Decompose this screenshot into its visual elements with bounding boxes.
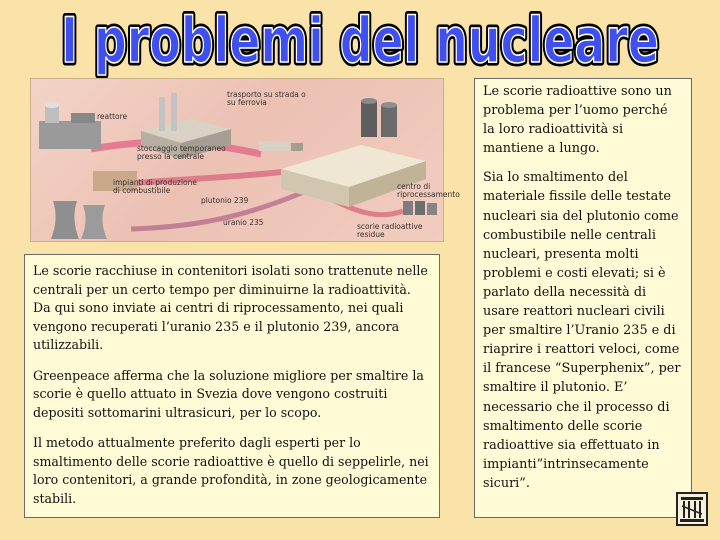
columns-icon <box>678 494 706 524</box>
paragraph-smaltimento: Sia lo smaltimento del materiale fissile delle testate nucleari sia del plutonio come combustibile nelle centrali nucleari, presenta molti problemi e costi elevati; si è parlato della necessità di usare reattori nucleari civili per smaltire l’Uranio 235 e di riaprire i reattori veloci, come il francese “Superphenix”, per smaltire il plutonio. E’ necessario che il processo di smaltimento delle scorie radioattive sia effettuato in impianti”intrinsecamente sicuri”. <box>483 170 681 491</box>
page-title-text: I problemi del nucleare <box>61 4 659 77</box>
svg-text:I problemi del nucleare: I problemi del nucleare <box>61 4 659 77</box>
nav-button[interactable] <box>676 492 708 526</box>
fuel-cycle-diagram <box>30 78 460 242</box>
label-uranio: uranio 235 <box>223 218 264 227</box>
label-reattore: reattore <box>97 112 128 121</box>
left-text-box <box>24 254 440 518</box>
paragraph-riprocessamento: Le scorie racchiuse in contenitori isolati sono trattenute nelle centrali per un certo tempo per diminuirne la radioattività. Da qui sono inviate ai centri di riprocessamento, nei quali vengono recuperati l’uranio 235 e il plutonio 239, ancora utilizzabili. <box>33 263 428 352</box>
paragraph-problema: Le scorie radioattive sono un problema per l’uomo perché la loro radioattività si mantiene a lungo. <box>483 84 672 157</box>
label-scorie: scorie radioattive residue <box>357 222 423 239</box>
label-stoccaggio: stoccaggio temporaneo presso la centrale <box>137 144 226 161</box>
label-trasporto: trasporto su strada o su ferrovia <box>227 90 306 107</box>
right-text-box <box>474 78 692 518</box>
label-impianti: impianti di produzione di combustibile <box>113 178 197 195</box>
label-centro: centro di riprocessamento <box>397 182 460 199</box>
paragraph-metodo: Il metodo attualmente preferito dagli esperti per lo smaltimento delle scorie radioattive è quello di seppelirle, nei loro contenitori, a grande profondità, in zone geologicamente stabili. <box>33 435 429 506</box>
page-title <box>55 2 665 78</box>
label-plutonio: plutonio 239 <box>201 196 249 205</box>
paragraph-greenpeace: Greenpeace afferma che la soluzione migliore per smaltire la scorie è quello attuato in Svezia dove vengono costruiti depositi sottomarini ultrasicuri, per lo scopo. <box>33 367 424 420</box>
